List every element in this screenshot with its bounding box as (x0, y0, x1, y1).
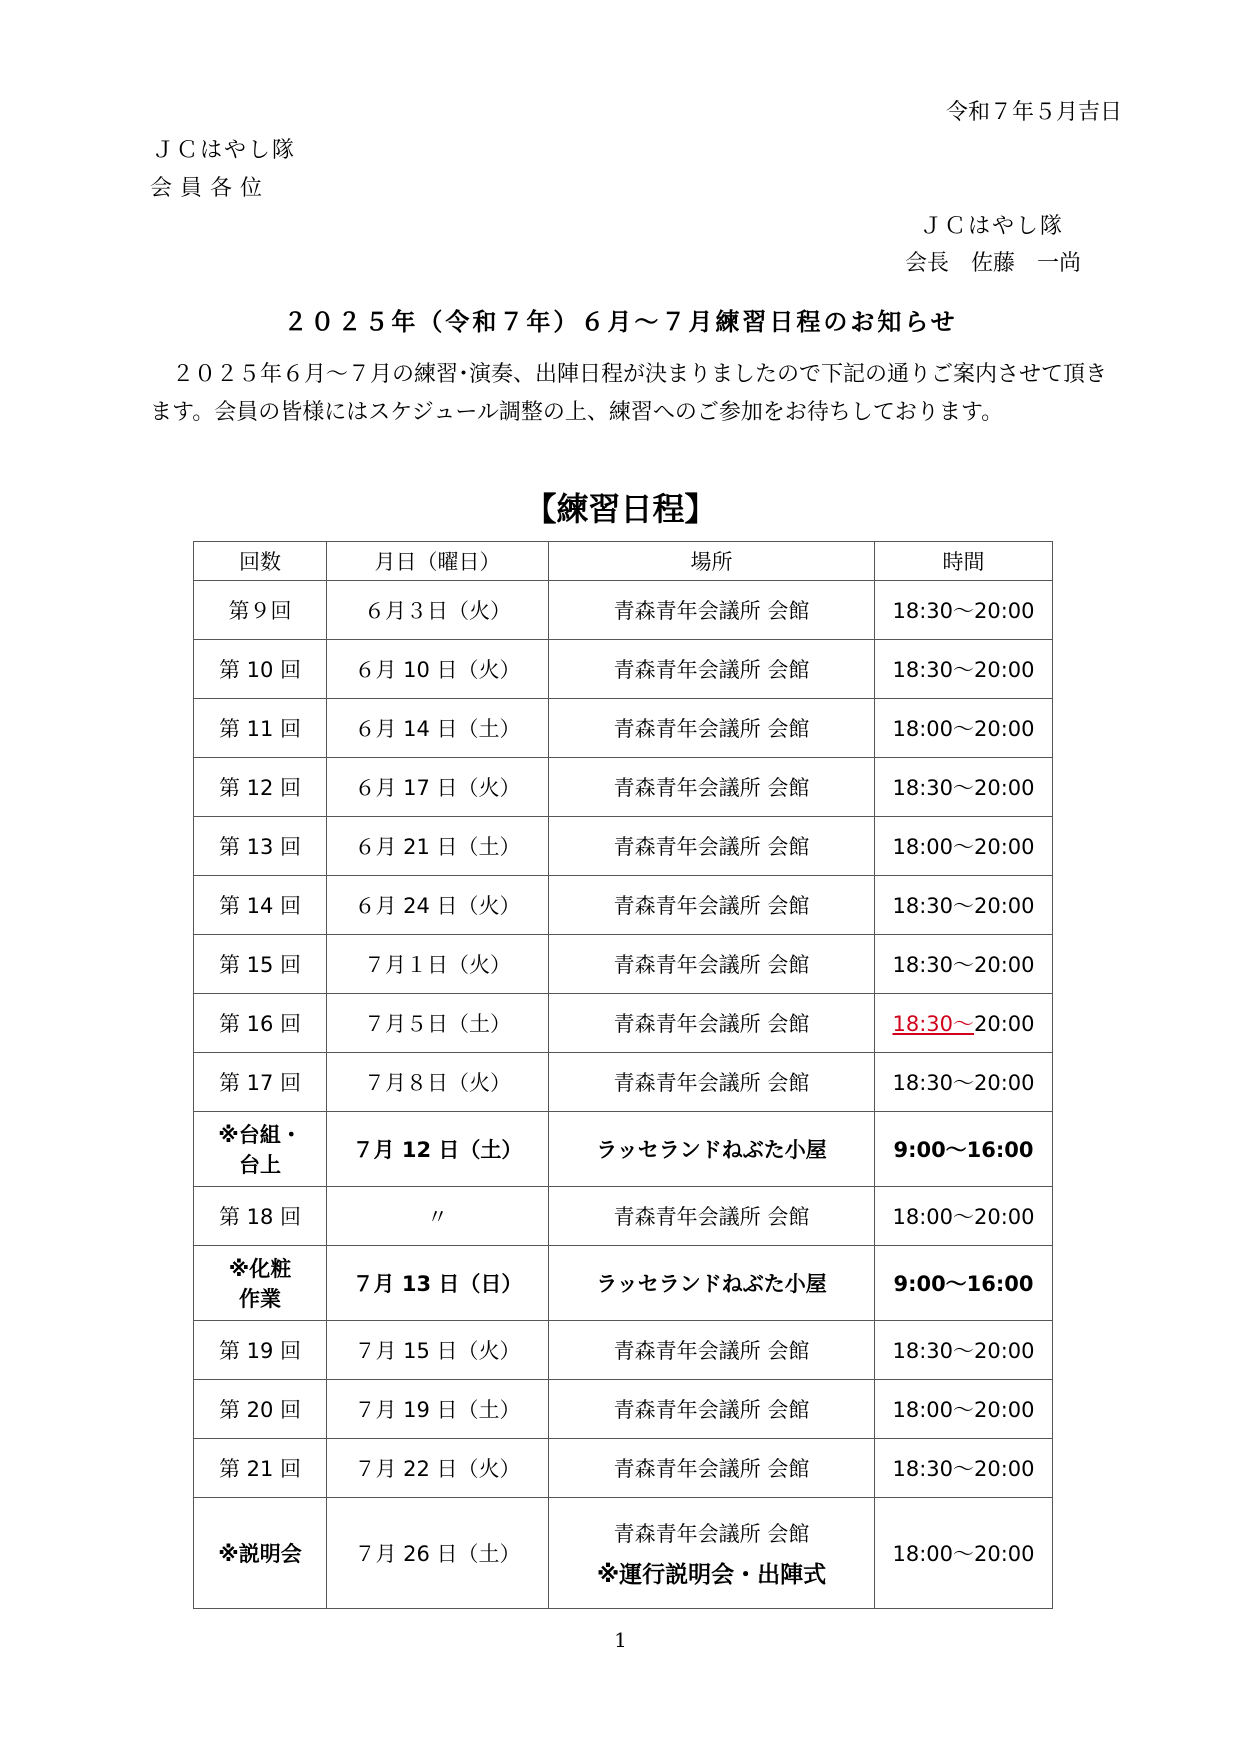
session-number: 第 20 回 (194, 1380, 327, 1439)
session-number: 第 21 回 (194, 1439, 327, 1498)
session-place: 青森青年会議所 会館 (549, 935, 875, 994)
table-row (194, 1439, 1053, 1498)
session-number: 第 19 回 (194, 1321, 327, 1380)
sender-name: 会長 佐藤 一尚 (905, 251, 1082, 276)
document-title: ２０２５年（令和７年）６月～７月練習日程のお知らせ (283, 308, 958, 336)
table-row (194, 758, 1053, 817)
session-time: 18:00～20:00 (875, 1187, 1053, 1246)
session-number: 第 16 回 (194, 994, 327, 1053)
session-number: ※説明会 (194, 1498, 327, 1609)
table-row (194, 1112, 1053, 1187)
session-date: ７月 13 日（日） (327, 1246, 549, 1321)
session-time: 18:00～20:00 (875, 699, 1053, 758)
session-date: ６月 10 日（火） (327, 640, 549, 699)
header-place: 場所 (549, 542, 875, 581)
place-name: 青森青年会議所 会館 (613, 1521, 810, 1546)
header-count: 回数 (194, 542, 327, 581)
table-row (194, 1321, 1053, 1380)
body-paragraph: ２０２５年６月～７月の練習･演奏、出陣日程が決まりましたので下記の通りご案内させて頂きます。会員の皆様にはスケジュール調整の上、練習へのご参加をお待ちしております。 (150, 362, 1108, 425)
session-place: 青森青年会議所 会館 (549, 876, 875, 935)
table-row (194, 817, 1053, 876)
place-note: ※運行説明会・出陣式 (596, 1561, 827, 1588)
session-date: ６月 21 日（土） (327, 817, 549, 876)
header-date: 月日（曜日） (327, 542, 549, 581)
session-number: 第 18 回 (194, 1187, 327, 1246)
session-place: 青森青年会議所 会館 (549, 1053, 875, 1112)
event-label-line1: ※台組・ (218, 1123, 302, 1147)
table-header-row (194, 542, 1053, 581)
session-place: 青森青年会議所 会館 (549, 640, 875, 699)
session-date: ７月 12 日（土） (327, 1112, 549, 1187)
table-row (194, 876, 1053, 935)
session-date: ６月 24 日（火） (327, 876, 549, 935)
session-date: ６月３日（火） (327, 581, 549, 640)
table-row (194, 1246, 1053, 1321)
session-number: 第 17 回 (194, 1053, 327, 1112)
header-time: 時間 (875, 542, 1053, 581)
session-time: 18:30～20:00 (875, 640, 1053, 699)
session-number: 第 11 回 (194, 699, 327, 758)
session-place: 青森青年会議所 会館 (549, 994, 875, 1053)
page-number: 1 (614, 1628, 627, 1652)
session-place: 青森青年会議所 会館 (549, 581, 875, 640)
document-date: 令和７年５月吉日 (945, 100, 1122, 125)
session-number: 第 14 回 (194, 876, 327, 935)
recipient-members: 会員各位 (150, 176, 271, 201)
session-date: ６月 17 日（火） (327, 758, 549, 817)
session-place: 青森青年会議所 会館 (549, 1321, 875, 1380)
session-time (875, 994, 1053, 1053)
session-place (549, 1498, 875, 1609)
session-date: ７月 19 日（土） (327, 1380, 549, 1439)
table-row (194, 935, 1053, 994)
session-time: 18:30～20:00 (875, 1439, 1053, 1498)
table-row (194, 1498, 1053, 1609)
session-time: 18:30～20:00 (875, 758, 1053, 817)
table-row (194, 1187, 1053, 1246)
session-time: 18:00～20:00 (875, 1380, 1053, 1439)
table-row (194, 1380, 1053, 1439)
end-time: 20:00 (974, 1012, 1035, 1036)
session-place: 青森青年会議所 会館 (549, 817, 875, 876)
recipient-organization: ＪＣはやし隊 (152, 138, 297, 163)
sender-organization: ＪＣはやし隊 (920, 214, 1065, 239)
session-time: 18:30～20:00 (875, 935, 1053, 994)
session-number: 第 10 回 (194, 640, 327, 699)
event-label-line2: 台上 (239, 1153, 281, 1177)
event-label-line1: ※化粧 (228, 1257, 292, 1281)
session-time: 18:30～20:00 (875, 876, 1053, 935)
session-time: 18:00～20:00 (875, 817, 1053, 876)
session-number (194, 1112, 327, 1187)
changed-start-time: 18:30～ (892, 1012, 974, 1036)
section-heading: 【練習日程】 (524, 490, 717, 528)
session-date: ７月 22 日（火） (327, 1439, 549, 1498)
session-number: 第９回 (194, 581, 327, 640)
session-number: 第 15 回 (194, 935, 327, 994)
table-row (194, 699, 1053, 758)
session-date: ７月 26 日（土） (327, 1498, 549, 1609)
session-number (194, 1246, 327, 1321)
session-time: 18:30～20:00 (875, 581, 1053, 640)
session-date: ７月 15 日（火） (327, 1321, 549, 1380)
session-time: 18:30～20:00 (875, 1053, 1053, 1112)
session-time: 9:00～16:00 (875, 1112, 1053, 1187)
event-label-line2: 作業 (239, 1287, 281, 1311)
session-time: 9:00～16:00 (875, 1246, 1053, 1321)
session-place: 青森青年会議所 会館 (549, 1380, 875, 1439)
table-row (194, 640, 1053, 699)
table-row (194, 1053, 1053, 1112)
session-place: 青森青年会議所 会館 (549, 1439, 875, 1498)
table-row (194, 581, 1053, 640)
table-row (194, 994, 1053, 1053)
session-place: 青森青年会議所 会館 (549, 1187, 875, 1246)
session-date: ７月１日（火） (327, 935, 549, 994)
practice-schedule-table (193, 541, 1053, 1609)
session-place: ラッセランドねぶた小屋 (549, 1246, 875, 1321)
session-time: 18:30～20:00 (875, 1321, 1053, 1380)
session-place: 青森青年会議所 会館 (549, 758, 875, 817)
session-number: 第 13 回 (194, 817, 327, 876)
session-time: 18:00～20:00 (875, 1498, 1053, 1609)
session-place: 青森青年会議所 会館 (549, 699, 875, 758)
session-date: 〃 (327, 1187, 549, 1246)
session-place: ラッセランドねぶた小屋 (549, 1112, 875, 1187)
session-date: ７月５日（土） (327, 994, 549, 1053)
session-date: ７月８日（火） (327, 1053, 549, 1112)
session-number: 第 12 回 (194, 758, 327, 817)
session-date: ６月 14 日（土） (327, 699, 549, 758)
